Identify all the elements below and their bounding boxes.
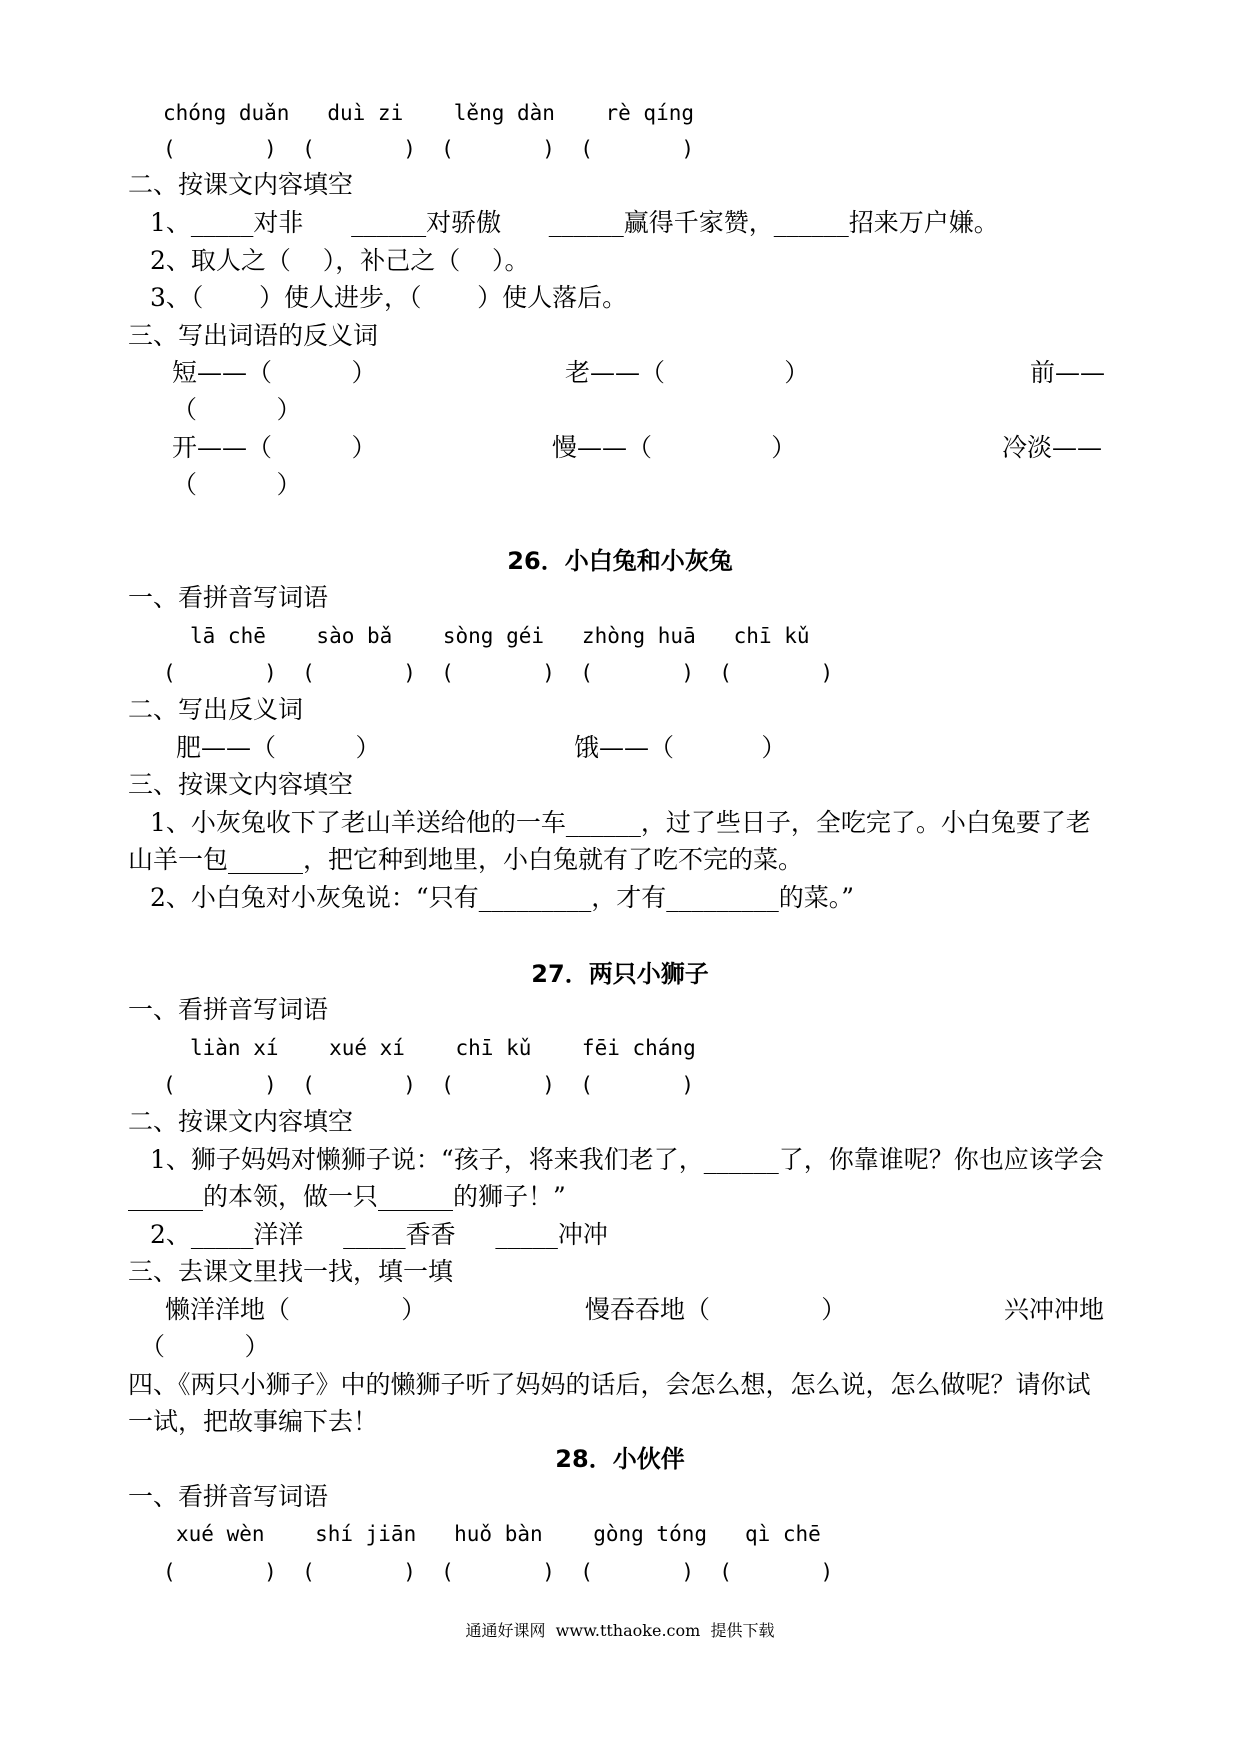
answer-brackets: ( ) ( ) ( ) ( ) xyxy=(163,137,695,161)
fill-blank-line: 3、（ ）使人进步，（ ）使人落后。 xyxy=(150,283,628,312)
fill-blank-line-continued: ______的本领，做一只______的狮子！” xyxy=(128,1182,566,1211)
antonym-item: 肥——（ ） xyxy=(176,733,381,762)
section-title: 三、写出词语的反义词 xyxy=(128,321,379,350)
antonym-item: 老——（ ） xyxy=(565,358,810,387)
antonym-item: 前—— xyxy=(1030,358,1106,387)
section-title: 三、按课文内容填空 xyxy=(128,770,354,799)
section-title: 二、写出反义词 xyxy=(128,695,304,724)
fill-blank-line: 1、_____对非 ______对骄傲 ______赢得千家赞，______招来万户嫌。 xyxy=(150,208,999,237)
antonym-item-continued: （ ） xyxy=(172,470,302,499)
section-title: 二、按课文内容填空 xyxy=(128,170,354,199)
fill-item: 慢吞吞地（ ） xyxy=(585,1295,847,1324)
lesson-title: 26．小白兔和小灰兔 xyxy=(507,547,733,575)
section-title: 一、看拼音写词语 xyxy=(128,1482,329,1511)
fill-item-continued: （ ） xyxy=(140,1332,270,1361)
fill-item: 懒洋洋地（ ） xyxy=(165,1295,427,1324)
antonym-item: 饿——（ ） xyxy=(574,733,787,762)
section-title: 二、按课文内容填空 xyxy=(128,1107,354,1136)
fill-blank-line: 2、_____洋洋 _____香香 _____冲冲 xyxy=(150,1220,608,1249)
antonym-item-continued: （ ） xyxy=(172,395,302,424)
fill-blank-line-continued: 山羊一包______，把它种到地里，小白兔就有了吃不完的菜。 xyxy=(128,845,804,874)
antonym-item: 短——（ ） xyxy=(172,358,377,387)
answer-brackets: ( ) ( ) ( ) ( ) ( ) xyxy=(163,1560,834,1584)
pinyin-row: xué wèn shí jiān huǒ bàn gòng tóng qì chē xyxy=(176,1522,821,1546)
answer-brackets: ( ) ( ) ( ) ( ) ( ) xyxy=(163,661,834,685)
fill-blank-line: 1、小灰兔收下了老山羊送给他的一车______，过了些日子，全吃完了。小白兔要了老 xyxy=(150,808,1091,837)
writing-prompt-continued: 一试，把故事编下去！ xyxy=(128,1407,379,1436)
fill-blank-line: 1、狮子妈妈对懒狮子说：“孩子，将来我们老了，______了，你靠谁呢？你也应该学会 xyxy=(150,1145,1104,1174)
answer-brackets: ( ) ( ) ( ) ( ) xyxy=(163,1073,695,1097)
writing-prompt: 四、《两只小狮子》中的懒狮子听了妈妈的话后，会怎么想，怎么说，怎么做呢？请你试 xyxy=(128,1370,1091,1399)
pinyin-row: chóng duǎn duì zi lěng dàn rè qíng xyxy=(163,101,695,125)
lesson-title: 28．小伙伴 xyxy=(555,1445,685,1473)
fill-blank-line: 2、取人之（ ），补己之（ ）。 xyxy=(150,246,530,275)
antonym-item: 冷淡—— xyxy=(1002,433,1103,462)
antonym-item: 慢——（ ） xyxy=(552,433,797,462)
fill-item: 兴冲冲地 xyxy=(1004,1295,1105,1324)
section-title: 一、看拼音写词语 xyxy=(128,583,329,612)
antonym-item: 开——（ ） xyxy=(172,433,377,462)
fill-blank-line: 2、小白兔对小灰兔说：“只有_________，才有_________的菜。” xyxy=(150,883,854,912)
section-title: 三、去课文里找一找，填一填 xyxy=(128,1257,454,1286)
section-title: 一、看拼音写词语 xyxy=(128,995,329,1024)
page-footer: 通通好课网 www.tthaoke.com 提供下载 xyxy=(465,1621,775,1640)
lesson-title: 27．两只小狮子 xyxy=(531,960,709,988)
pinyin-row: liàn xí xué xí chī kǔ fēi cháng xyxy=(190,1036,696,1060)
pinyin-row: lā chē sào bǎ sòng géi zhòng huā chī kǔ xyxy=(190,624,810,648)
